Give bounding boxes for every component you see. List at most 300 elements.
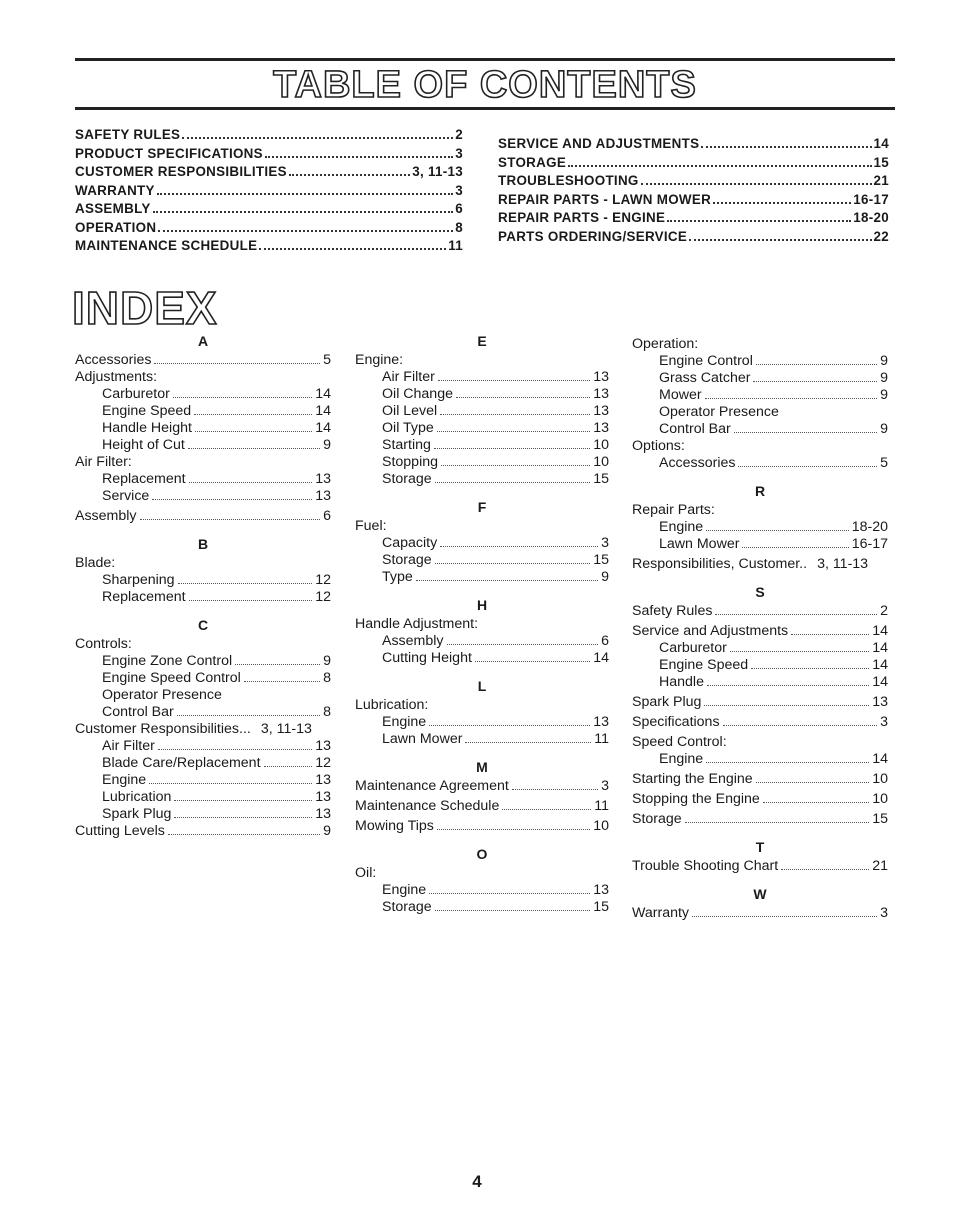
dot-leader [734,432,877,433]
index-entry-page: 13 [315,772,331,788]
index-entry-page: 14 [315,420,331,436]
index-entry [632,421,888,438]
toc-entry-page: 22 [873,228,889,244]
index-entry-page: 9 [880,353,888,369]
dot-leader [692,916,877,917]
index-entry [75,806,331,823]
dot-leader [173,397,312,398]
index-letter-heading: A [197,333,209,349]
dot-leader [435,482,591,483]
toc-entry-page: 11 [448,238,463,253]
index-entry [75,755,331,772]
index-letter-heading: W [753,886,767,902]
dot-leader [174,800,312,801]
index-entry [632,674,888,691]
index-entry-label: Cutting Levels [75,823,165,839]
index-entry-page: 3 [880,905,888,921]
index-entry [355,369,609,386]
index-letter-heading: E [477,333,487,349]
index-entry [632,603,888,620]
index-entry-page: 13 [315,789,331,805]
index-entry [632,791,888,808]
index-column-1 [75,330,331,840]
index-heading: Blade: [75,555,116,571]
index-entry-label: Handle Height [102,420,192,436]
index-entry [75,572,331,589]
index-entry-label: Warranty [632,905,690,921]
index-entry-label: Capacity [382,535,438,551]
dot-leader [751,668,869,669]
index-entry-page: 6 [601,633,609,649]
top-rule [75,58,895,61]
dot-leader [685,822,870,823]
index-entry-page: 13 [593,386,609,402]
toc-entry-page: 16-17 [853,191,889,207]
index-entry [75,488,331,505]
index-entry [632,657,888,674]
dot-leader [791,634,869,635]
index-entry-page: 13 [315,488,331,504]
index-entry [75,653,331,670]
dot-leader [701,146,871,148]
dot-leader [723,725,878,726]
index-entry-label: Stopping [382,454,439,470]
index-entry-label: Mower [659,387,702,403]
index-letter-heading: B [197,536,209,552]
toc-entry-label: TROUBLESHOOTING [498,173,639,188]
index-entry-label: Safety Rules [632,603,713,619]
index-entry [355,569,609,586]
index-entry-label: Spark Plug [632,694,702,710]
index-entry-label: Engine Speed Control [102,670,241,686]
index-entry-label: Responsibilities, Customer.. [632,556,808,572]
index-entry-page: 10 [593,437,609,453]
index-entry-label: Maintenance Agreement [355,778,509,794]
toc-entry-page: 3, 11-13 [412,164,463,179]
dot-leader [742,547,848,548]
index-heading: Oil: [355,865,377,881]
index-entry-page: 5 [880,455,888,471]
dot-leader [441,465,590,466]
toc-entry-label: WARRANTY [75,182,155,198]
dot-leader [435,910,591,911]
index-entry-page: 13 [593,420,609,436]
index-entry [355,731,609,748]
toc-entry [75,146,463,165]
index-entry-label: Engine Zone Control [102,653,233,669]
dot-leader [456,397,590,398]
toc-title: TABLE OF CONTENTS [273,64,697,106]
index-entry-page: 14 [872,657,888,673]
index-heading: Operation: [632,336,699,352]
toc-entry-label: PRODUCT SPECIFICATIONS [75,145,263,161]
index-entry-label: Handle [659,674,704,690]
index-entry-label: Customer Responsibilities... [75,721,251,737]
index-entry-page: 15 [593,471,609,487]
dot-leader [706,762,869,763]
index-entry [632,353,888,370]
index-entry-label: Engine [659,751,704,767]
index-entry [632,387,888,404]
index-column-2 [355,330,609,916]
index-entry [355,714,609,731]
dot-leader [182,137,453,139]
dot-leader [264,766,313,767]
index-entry-label: Engine Speed [102,403,192,419]
dot-leader [667,220,851,222]
index-entry-page: 3, 11-13 [260,721,312,737]
index-entry [355,535,609,552]
index-entry-page: 14 [315,386,331,402]
dot-leader [440,414,590,415]
dot-leader [704,705,869,706]
dot-leader [756,364,877,365]
index-entry [355,650,609,667]
index-entry-page: 13 [315,806,331,822]
index-entry-page: 5 [323,352,331,368]
spacer [355,586,609,594]
index-entry-label: Type [382,569,413,585]
toc-left-column [75,127,463,257]
index-entry [75,589,331,606]
index-entry-page: 3, 11-13 [817,556,869,572]
dot-leader [259,248,446,250]
toc-entry [75,127,463,146]
index-entry [75,403,331,420]
index-entry-label: Trouble Shooting Chart [632,858,779,874]
index-entry-page: 12 [315,589,331,605]
index-entry [355,633,609,650]
dot-leader [153,211,454,213]
index-entry [75,772,331,789]
spacer [355,667,609,675]
index-entry-page: 15 [593,899,609,915]
index-letter-heading: L [477,678,487,694]
index-title: INDEX [72,282,218,334]
index-entry [632,370,888,387]
toc-entry-page: 18-20 [853,210,889,225]
index-entry-page: 11 [594,731,609,747]
index-entry [355,437,609,454]
dot-leader [730,651,869,652]
index-heading: Adjustments: [75,369,158,385]
dot-leader [435,563,591,564]
index-entry-page: 10 [593,454,609,470]
index-entry [75,738,331,755]
toc-entry-label: REPAIR PARTS - LAWN MOWER [498,191,712,207]
index-entry-label: Engine Speed [659,657,749,673]
index-heading: Lubrication: [355,697,429,713]
toc-entry [498,173,889,192]
index-entry-page: 12 [315,755,331,771]
index-entry-label: Control Bar [659,421,731,437]
dot-leader [157,193,453,195]
dot-leader [465,742,591,743]
index-entry [75,420,331,437]
dot-leader [177,715,320,716]
index-entry [632,905,888,922]
spacer [355,748,609,756]
index-entry-page: 15 [872,811,888,827]
index-entry [75,789,331,806]
index-entry [355,552,609,569]
dot-leader [152,499,312,500]
index-entry [75,437,331,454]
index-entry-label: Replacement [102,471,186,487]
index-entry-page: 16-17 [851,536,888,552]
index-entry [75,704,331,721]
spacer [632,828,888,836]
index-entry-page: 9 [880,370,888,386]
index-entry [632,640,888,657]
dot-leader [188,448,320,449]
index-entry-label: Assembly [382,633,444,649]
dot-leader [438,380,590,381]
index-entry-label: Accessories [659,455,736,471]
index-entry [355,386,609,403]
index-entry-label: Engine [382,714,427,730]
toc-entry [75,183,463,202]
dot-leader [289,174,410,176]
index-entry-label: Lawn Mower [659,536,740,552]
index-entry [632,714,888,731]
toc-entry [498,210,889,229]
dot-leader [738,466,877,467]
index-entry [355,798,609,815]
index-entry-page: 9 [323,823,331,839]
toc-entry [75,238,463,257]
toc-entry [498,229,889,248]
index-entry [632,623,888,640]
index-entry-label: Storage [382,899,432,915]
index-entry-page: 13 [315,471,331,487]
index-entry-label: Service and Adjustments [632,623,789,639]
toc-entry-label: SERVICE AND ADJUSTMENTS [498,136,700,151]
index-entry-page: 9 [323,437,331,453]
spacer [75,525,331,533]
toc-entry [498,155,889,174]
index-entry-page: 12 [315,572,331,588]
toc-entry [75,220,463,239]
spacer [355,488,609,496]
toc-entry-label: ASSEMBLY [75,201,151,216]
toc-entry-page: 14 [873,136,889,151]
toc-entry-label: PARTS ORDERING/SERVICE [498,228,688,244]
dot-leader [429,725,590,726]
index-entry-label: Starting the Engine [632,771,753,787]
index-entry-label: Specifications [632,714,720,730]
spacer [75,606,331,614]
spacer [632,573,888,581]
index-letter-heading: F [477,499,487,515]
index-entry-page: 14 [593,650,609,666]
index-entry-label: Storage [382,552,432,568]
index-heading: Handle Adjustment: [355,616,479,632]
index-entry-page: 13 [593,369,609,385]
dot-leader [475,661,590,662]
index-entry-label: Control Bar [102,704,174,720]
index-letter-heading: H [476,597,488,613]
index-entry-label: Replacement [102,589,186,605]
toc-entry [498,192,889,211]
dot-leader [235,664,320,665]
dot-leader [194,414,312,415]
index-entry-label: Spark Plug [102,806,172,822]
index-entry-page: 9 [880,421,888,437]
toc-entry-page: 21 [873,173,889,188]
page-number: 4 [472,1172,482,1191]
index-entry-page: 13 [315,738,331,754]
index-entry [75,721,331,738]
toc-entry [498,136,889,155]
index-entry-page: 14 [315,403,331,419]
index-entry [355,899,609,916]
dot-leader [447,644,599,645]
index-entry-label: Air Filter [102,738,155,754]
title-bottom-rule [75,107,895,110]
index-letter-heading: C [197,617,209,633]
index-entry-label: Oil Type [382,420,434,436]
spacer [632,875,888,883]
index-entry-label: Engine [382,882,427,898]
index-entry-page: 3 [880,714,888,730]
index-entry [355,471,609,488]
index-heading: Speed Control: [632,734,727,750]
dot-leader [178,583,313,584]
index-entry [75,823,331,840]
index-letter-heading: R [754,483,766,499]
index-heading: Controls: [75,636,132,652]
index-entry-label: Height of Cut [102,437,185,453]
index-entry-label: Oil Change [382,386,453,402]
index-entry-label: Sharpening [102,572,175,588]
index-entry-page: 14 [872,751,888,767]
index-entry-page: 3 [601,535,609,551]
index-entry [355,420,609,437]
index-entry-page: 13 [593,714,609,730]
index-heading: Operator Presence [102,687,222,703]
index-column-3 [632,336,888,922]
index-entry-label: Storage [632,811,682,827]
index-letter-heading: T [755,839,765,855]
index-entry-label: Carburetor [659,640,727,656]
dot-leader [244,681,320,682]
index-entry-label: Maintenance Schedule [355,798,500,814]
dot-leader [416,580,598,581]
index-entry-page: 9 [601,569,609,585]
index-entry-page: 14 [872,623,888,639]
dot-leader [158,749,312,750]
dot-leader [174,817,312,818]
index-entry-label: Engine [659,519,704,535]
index-heading: Repair Parts: [632,502,715,518]
index-entry-page: 8 [323,670,331,686]
index-entry-page: 3 [601,778,609,794]
index-entry-label: Starting [382,437,431,453]
index-entry-page: 9 [323,653,331,669]
toc-entry [75,164,463,183]
index-heading: Fuel: [355,518,387,534]
dot-leader [713,202,851,204]
dot-leader [707,685,869,686]
dot-leader [434,448,590,449]
dot-leader [437,829,590,830]
index-entry [75,508,331,525]
index-heading: Operator Presence [659,404,779,420]
index-letter-heading: O [476,846,488,862]
dot-leader [781,869,869,870]
toc-entry-label: REPAIR PARTS - ENGINE [498,210,666,225]
index-heading: Air Filter: [75,454,132,470]
index-entry [75,471,331,488]
toc-entry-page: 2 [455,127,463,142]
index-entry-page: 14 [872,674,888,690]
dot-leader [189,600,313,601]
toc-entry-page: 3 [455,182,463,198]
index-entry-page: 11 [594,798,609,814]
index-entry-page: 10 [872,771,888,787]
index-entry-label: Air Filter [382,369,435,385]
index-entry [632,455,888,472]
index-entry-label: Assembly [75,508,137,524]
toc-entry [75,201,463,220]
index-entry-page: 6 [323,508,331,524]
index-heading: Engine: [355,352,404,368]
index-entry-label: Storage [382,471,432,487]
dot-leader [189,482,313,483]
index-entry-label: Mowing Tips [355,818,434,834]
toc-right-column [498,136,889,247]
index-entry-label: Oil Level [382,403,438,419]
index-entry-page: 15 [593,552,609,568]
index-entry-label: Lubrication [102,789,172,805]
index-entry [632,694,888,711]
index-entry-page: 8 [323,704,331,720]
toc-entry-label: SAFETY RULES [75,127,181,142]
index-entry [632,751,888,768]
index-entry [632,771,888,788]
toc-entry-label: MAINTENANCE SCHEDULE [75,238,258,253]
index-entry [632,519,888,536]
index-entry-label: Service [102,488,150,504]
dot-leader [641,183,872,185]
dot-leader [705,398,878,399]
index-entry [355,454,609,471]
dot-leader [753,381,877,382]
index-entry [632,536,888,553]
toc-entry-page: 8 [455,219,463,235]
index-entry-label: Lawn Mower [382,731,463,747]
dot-leader [706,530,849,531]
index-entry [75,386,331,403]
index-entry-label: Stopping the Engine [632,791,760,807]
dot-leader [158,230,453,232]
toc-entry-label: STORAGE [498,154,567,170]
index-entry-label: Cutting Height [382,650,472,666]
dot-leader [568,165,871,167]
spacer [632,472,888,480]
index-entry-label: Blade Care/Replacement [102,755,261,771]
toc-entry-page: 6 [455,201,463,216]
index-heading: Options: [632,438,685,454]
spacer [355,835,609,843]
index-entry-page: 10 [872,791,888,807]
index-entry-label: Grass Catcher [659,370,751,386]
toc-entry-page: 3 [455,145,463,161]
index-entry [355,403,609,420]
index-entry-page: 21 [872,858,888,874]
index-entry [355,818,609,835]
